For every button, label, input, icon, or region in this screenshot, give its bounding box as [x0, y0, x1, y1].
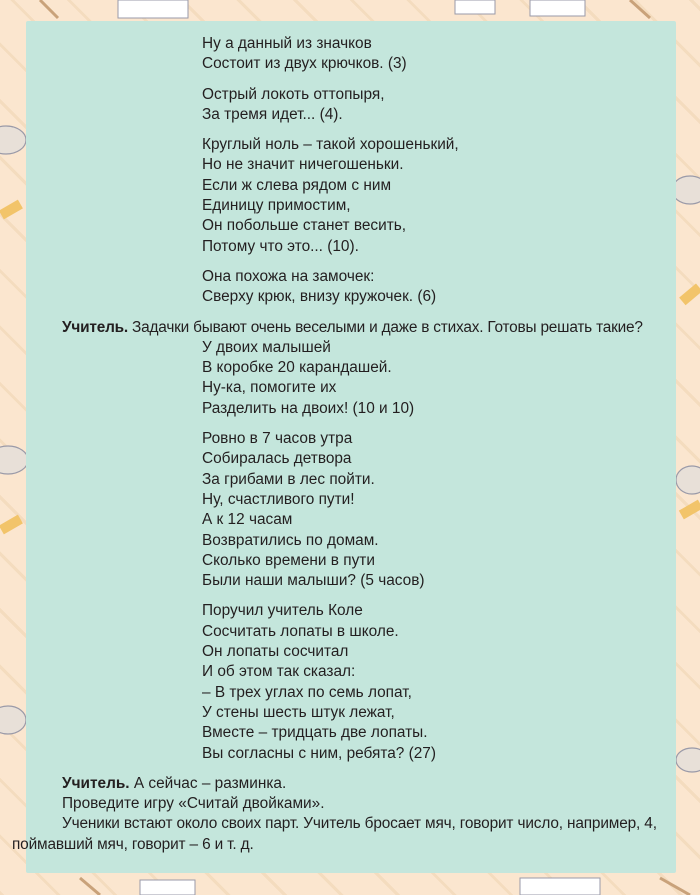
poem-line: У двоих малышей	[202, 338, 331, 356]
poem-line: Но не значит ничегошеньки.	[202, 156, 404, 174]
poem-line: Ну-ка, помогите их	[202, 379, 337, 397]
poem-stanza	[26, 85, 676, 126]
poem-line: Ровно в 7 часов утра	[202, 430, 353, 448]
game-instruction: Проведите игру «Считай двойками».	[62, 795, 325, 813]
poem-line: Разделить на двоих! (10 и 10)	[202, 399, 415, 417]
document-body	[12, 34, 676, 855]
teacher-remark	[26, 318, 676, 338]
poem-line: Если ж слева рядом с ним	[202, 176, 392, 194]
riddle-stanzas-1	[26, 34, 676, 308]
poem-line: Возвратились по домам.	[202, 531, 379, 549]
poem-line: Единицу примостим,	[202, 197, 351, 215]
poem-line: Ну а данный из значков	[202, 35, 372, 52]
speaker-label: Учитель.	[62, 774, 130, 792]
poem-stanza	[26, 267, 676, 308]
poem-line: И об этом так сказал:	[202, 663, 356, 681]
poem-line: Поручил учитель Коле	[202, 602, 363, 620]
poem-line: Были наши малыши? (5 часов)	[202, 572, 425, 590]
poem-line: За тремя идет... (4).	[202, 105, 343, 123]
poem-line: А к 12 часам	[202, 511, 293, 529]
poem-line: Сверху крюк, внизу кружочек. (6)	[202, 288, 437, 306]
poem-line: Вы согласны с ним, ребята? (27)	[202, 744, 436, 762]
teacher-remark	[26, 774, 676, 794]
remark-text: А сейчас – разминка.	[129, 774, 287, 792]
poem-line: Потому что это... (10).	[202, 237, 359, 255]
poem-line: Состоит из двух крючков. (3)	[202, 55, 407, 73]
speaker-label: Учитель.	[62, 318, 128, 336]
poem-line: Сколько времени в пути	[202, 551, 375, 569]
poem-line: За грибами в лес пойти.	[202, 470, 375, 488]
poem-line: Ну, счастливого пути!	[202, 490, 355, 508]
poem-line: Она похожа на замочек:	[202, 267, 375, 285]
remark-text: Задачки бывают очень веселыми и даже в стихах. Готовы решать такие?	[127, 318, 643, 336]
poem-stanza	[26, 135, 676, 257]
poem-stanza	[26, 34, 676, 75]
poem-line: Вместе – тридцать две лопаты.	[202, 724, 428, 742]
poem-stanza	[26, 338, 676, 419]
pupils-instruction: Ученики встают около своих парт. Учитель бросает мяч, говорит число, например, 4, поймавший мяч, говорит – 6 и т. д.	[12, 815, 657, 853]
riddle-stanzas-2	[26, 338, 676, 764]
poem-line: Острый локоть оттопыря,	[202, 85, 385, 103]
poem-line: Он лопаты сосчитал	[202, 643, 349, 661]
poem-stanza	[26, 601, 676, 763]
poem-line: Сосчитать лопаты в школе.	[202, 622, 399, 640]
poem-line: – В трех углах по семь лопат,	[202, 683, 412, 701]
poem-line: В коробке 20 карандашей.	[202, 359, 392, 377]
poem-stanza	[26, 429, 676, 591]
poem-line: Он побольше станет весить,	[202, 217, 407, 235]
poem-line: Круглый ноль – такой хорошенький,	[202, 136, 459, 154]
poem-line: Собиралась детвора	[202, 450, 352, 468]
poem-line: У стены шесть штук лежат,	[202, 703, 395, 721]
